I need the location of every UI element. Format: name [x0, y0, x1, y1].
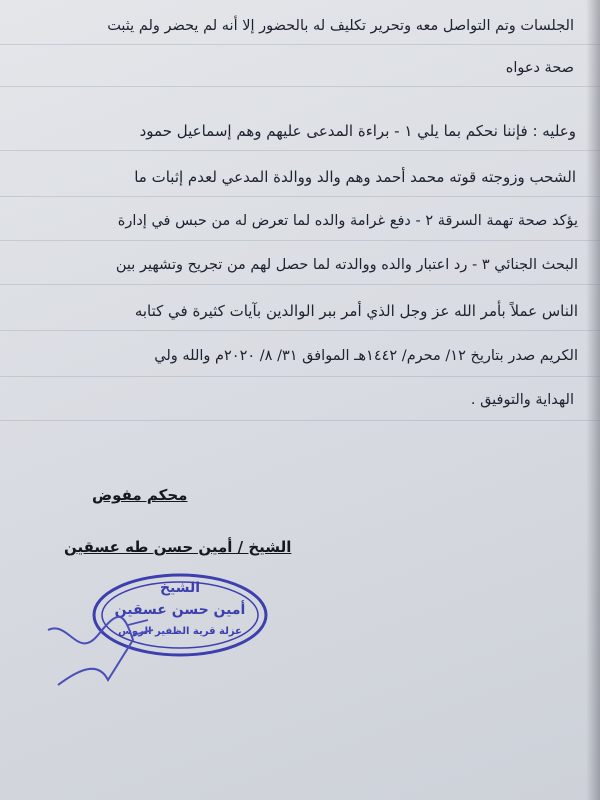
body-line-1: الجلسات وتم التواصل معه وتحرير تكليف له بالحضور إلا أنه لم يحضر ولم يثبت — [107, 18, 574, 34]
stamp-line-3: عزلة قرية الظفير الروس — [118, 626, 242, 637]
body-line-5: يؤكد صحة تهمة السرقة ٢ - دفع غرامة والده لما تعرض له من حبس في إدارة — [117, 213, 578, 229]
signature-title: محكم مفوض — [92, 486, 188, 504]
body-line-4: الشحب وزوجته قوته محمد أحمد وهم والد ووالدة المدعي لعدم إثبات ما — [134, 168, 576, 186]
ruled-line — [0, 150, 600, 151]
body-line-6: البحث الجنائي ٣ - رد اعتبار والده ووالدته لما حصل لهم من تجريح وتشهير بين — [115, 257, 578, 273]
page-edge-shadow — [586, 0, 600, 800]
ruled-line — [0, 86, 600, 87]
stamp-line-2: أمين حسن عسقين — [114, 602, 246, 618]
ruled-line — [0, 420, 600, 421]
ruled-line — [0, 240, 600, 241]
ruled-line — [0, 44, 600, 45]
handwritten-signature — [38, 600, 158, 690]
signature-name: الشيخ / أمين حسن طه عسقين — [64, 538, 292, 556]
stamp-line-1: الشيخ — [159, 580, 201, 596]
body-line-9: الهداية والتوفيق . — [470, 392, 574, 408]
body-line-3: وعليه : فإننا نحكم بما يلي ١ - براءة المدعى عليهم وهم إسماعيل حمود — [139, 122, 576, 140]
ruled-line — [0, 284, 600, 285]
body-line-7: الناس عملاً بأمر الله عز وجل الذي أمر ببر الوالدين بآيات كثيرة في كتابه — [134, 302, 578, 320]
ruled-line — [0, 330, 600, 331]
body-line-8: الكريم صدر بتاريخ ١٢/ محرم/ ١٤٤٢هـ الموافق ٣١/ ٨/ ٢٠٢٠م والله ولي — [154, 348, 578, 364]
signature-icon — [38, 600, 158, 690]
ruled-line — [0, 196, 600, 197]
ruled-line — [0, 376, 600, 377]
body-line-2: صحة دعواه — [505, 60, 574, 76]
